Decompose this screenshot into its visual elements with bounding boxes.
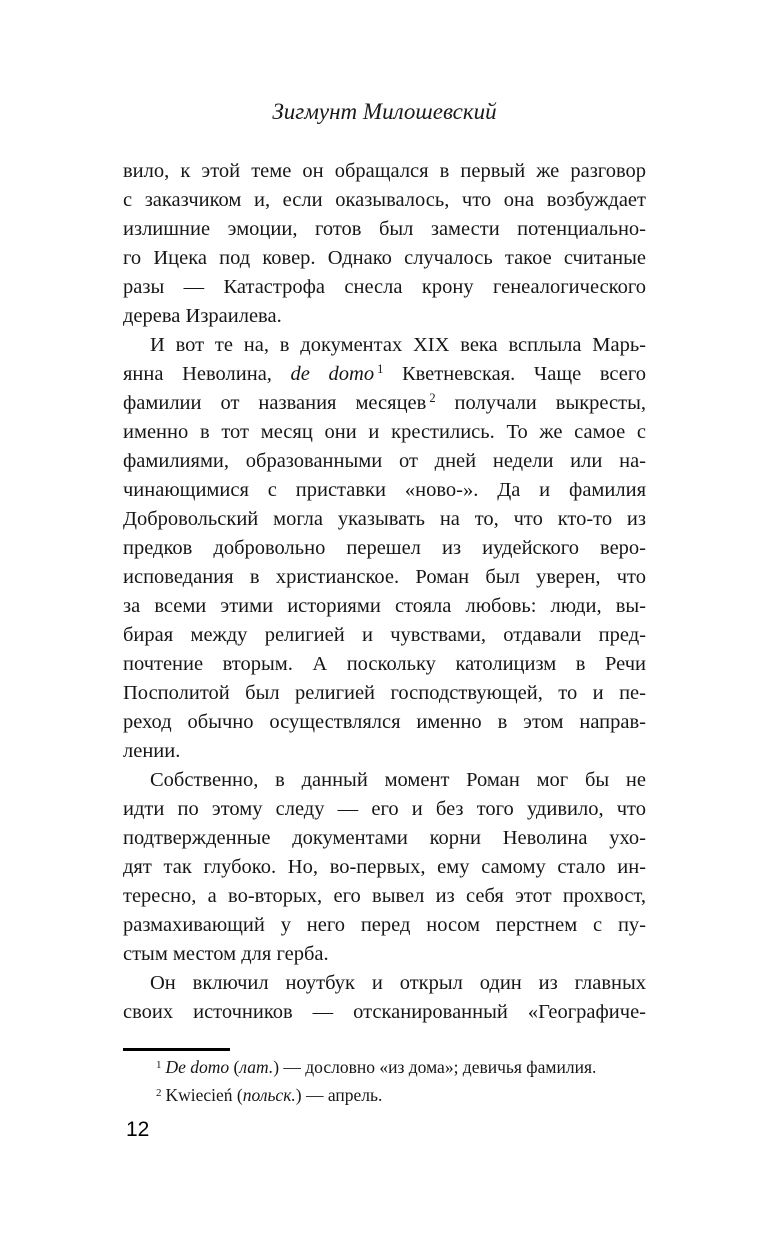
text-segment: Он включил ноутбук и открыл один из главных: [150, 972, 646, 994]
text-line: [123, 331, 646, 360]
footnote-line: [123, 1081, 646, 1109]
text-segment: тересно, а во-вторых, его вывел из себя этот прохвост,: [123, 885, 646, 907]
text-segment: янна Неволина,: [123, 363, 291, 385]
text-line: [123, 824, 646, 853]
footnote-marker: 1: [377, 362, 384, 376]
text-line: [123, 766, 646, 795]
page-number: 12: [126, 1118, 150, 1141]
text-segment: Посполитой был религией господствующей, то и пе-: [123, 682, 646, 704]
text-line: [123, 476, 646, 505]
text-segment: стым местом для герба.: [123, 943, 329, 965]
text-segment: чинающимися с приставки «ново-». Да и фамилия: [123, 479, 646, 501]
text-segment: de domo: [290, 363, 375, 385]
text-line: [123, 447, 646, 476]
text-segment: своих источников — отсканированный «Географиче-: [123, 1001, 646, 1023]
text-segment: фамилиями, образованными от дней недели или на-: [123, 450, 646, 472]
text-line: [123, 505, 646, 534]
text-line: [123, 969, 646, 998]
text-line: [123, 389, 646, 418]
text-line: [123, 737, 646, 766]
text-segment: подтвержденные документами корни Неволина ухо-: [123, 827, 646, 849]
text-line: [123, 273, 646, 302]
text-segment: дят так глубоко. Но, во-первых, ему самому стало ин-: [123, 856, 646, 878]
text-segment: лении.: [123, 740, 181, 762]
text-line: [123, 592, 646, 621]
text-line: [123, 244, 646, 273]
text-segment: лат.: [239, 1057, 274, 1077]
text-segment: Кветневская. Чаще всего: [383, 363, 646, 385]
text-line: [123, 186, 646, 215]
text-line: [123, 418, 646, 447]
text-line: [123, 650, 646, 679]
text-segment: бирая между религией и чувствами, отдавали пред-: [123, 624, 646, 646]
text-segment: реход обычно осуществлялся именно в этом направ-: [123, 711, 646, 733]
text-segment: предков добровольно перешел из иудейского веро-: [123, 537, 646, 559]
text-segment: почтение вторым. А поскольку католицизм в Речи: [123, 653, 646, 675]
text-segment: излишние эмоции, готов был замести потенциально-: [123, 218, 646, 240]
text-segment: с заказчиком и, если оказывалось, что она возбуждает: [123, 189, 646, 211]
text-line: [123, 215, 646, 244]
text-line: [123, 708, 646, 737]
text-segment: получали выкресты,: [435, 392, 646, 414]
text-line: [123, 911, 646, 940]
text-segment: фамилии от названия месяцев: [123, 392, 427, 414]
text-segment: И вот те на, в документах XIX века всплыла Марь-: [150, 334, 646, 356]
body-text: [123, 157, 646, 1027]
text-line: [123, 940, 646, 969]
text-line: [123, 998, 646, 1027]
text-line: [123, 534, 646, 563]
text-line: [123, 882, 646, 911]
footnote-separator-rule: [123, 1048, 230, 1051]
text-line: [123, 679, 646, 708]
text-segment: именно в тот месяц они и крестились. То же самое с: [123, 421, 646, 443]
text-line: [123, 563, 646, 592]
footnote-line: [123, 1053, 646, 1081]
text-segment: исповедания в христианское. Роман был уверен, что: [123, 566, 646, 588]
text-line: [123, 157, 646, 186]
text-segment: дерева Израилева.: [123, 305, 282, 327]
text-segment: Собственно, в данный момент Роман мог бы не: [150, 769, 646, 791]
text-segment: идти по этому следу — его и без того удивило, что: [123, 798, 646, 820]
text-segment: го Ицека под ковер. Однако случалось такое считаные: [123, 247, 646, 269]
text-line: [123, 795, 646, 824]
running-head-author: Зигмунт Милошевский: [272, 99, 497, 124]
text-line: [123, 621, 646, 650]
text-line: [123, 302, 646, 331]
footnote-marker: 2: [156, 1087, 162, 1099]
footnote-marker: 1: [156, 1059, 162, 1071]
text-segment: за всеми этими историями стояла любовь: люди, вы-: [123, 595, 646, 617]
text-segment: польск.: [242, 1085, 296, 1105]
footnote-marker: 2: [429, 391, 436, 405]
text-segment: ) — апрель.: [295, 1085, 383, 1105]
text-segment: разы — Катастрофа снесла крону генеалогического: [123, 276, 646, 298]
text-segment: Добровольский могла указывать на то, что кто-то из: [123, 508, 646, 530]
text-segment: вило, к этой теме он обращался в первый же разговор: [123, 160, 646, 182]
text-segment: ) — дословно «из дома»; девичья фамилия.: [273, 1057, 597, 1077]
text-segment: De domo: [165, 1057, 230, 1077]
text-line: [123, 853, 646, 882]
text-line: [123, 360, 646, 389]
text-segment: Kwiecień (: [165, 1085, 243, 1105]
text-segment: размахивающий у него перед носом перстнем с пу-: [123, 914, 646, 936]
footnotes: [123, 1053, 646, 1109]
text-segment: (: [229, 1057, 240, 1077]
